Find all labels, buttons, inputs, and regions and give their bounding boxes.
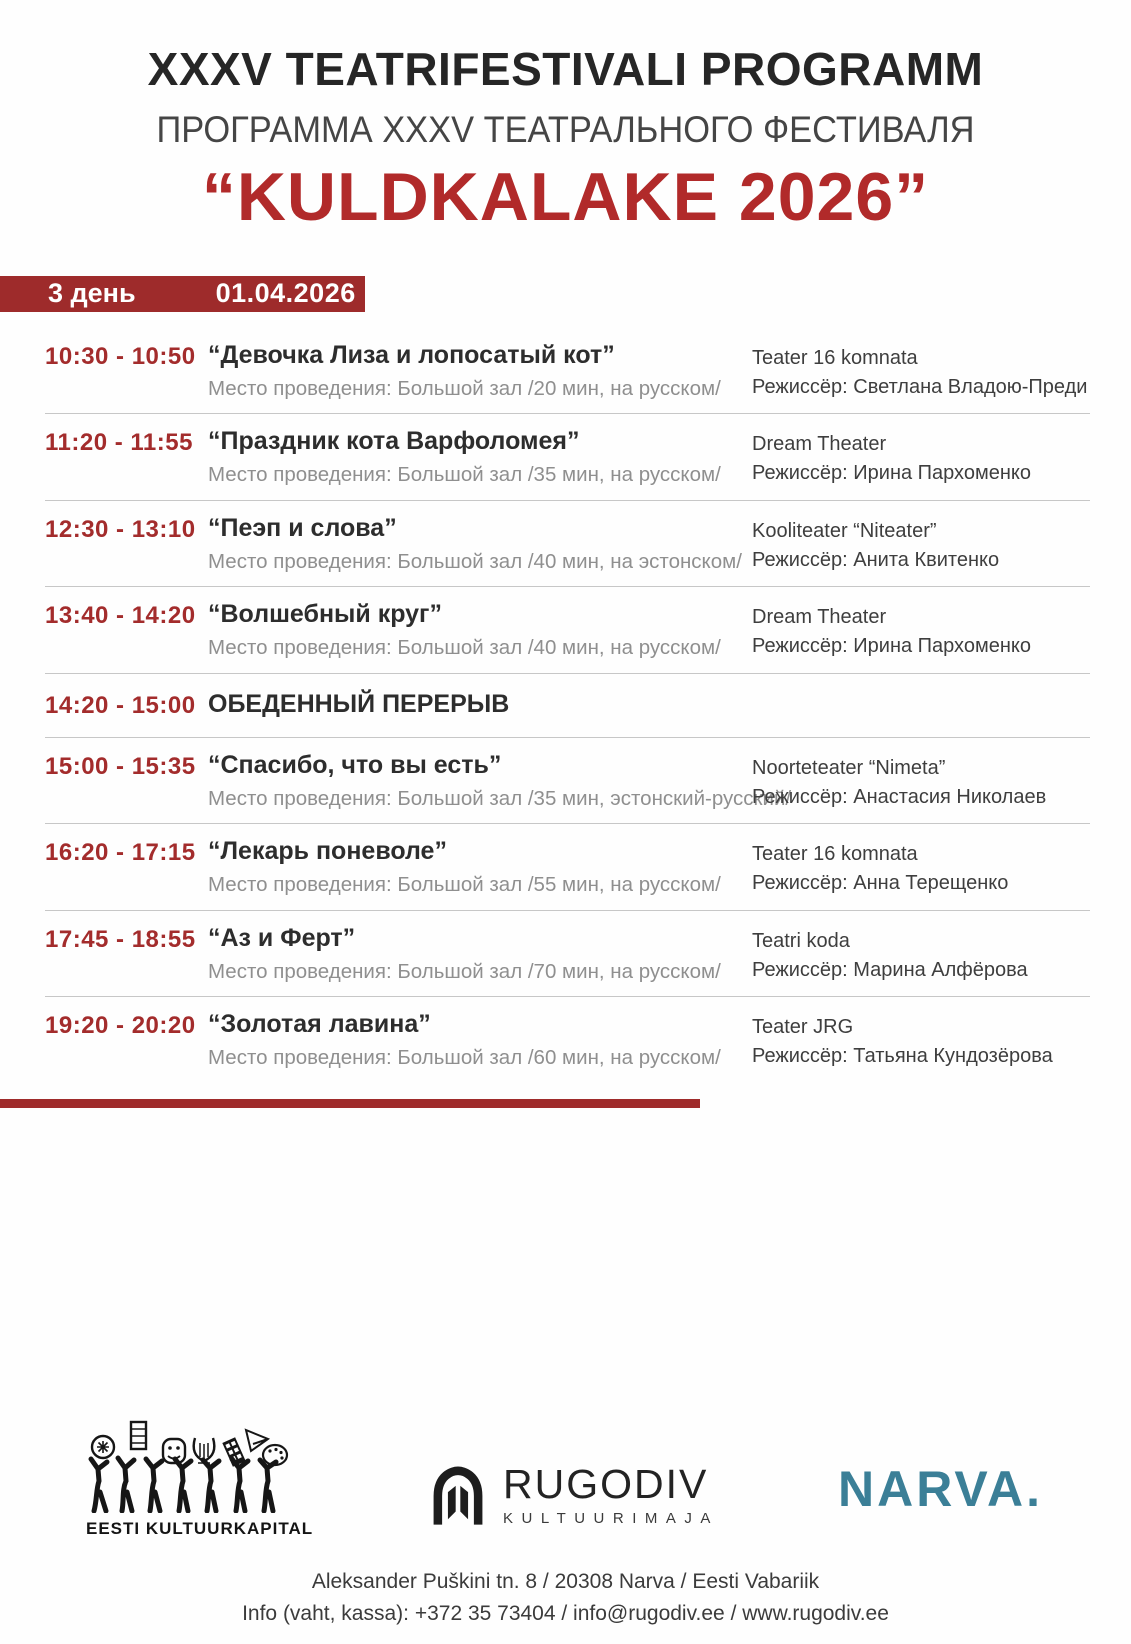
rugodiv-logo	[427, 1461, 719, 1527]
show-title: “Праздник кота Варфоломея”	[208, 427, 580, 456]
show-title: “Золотая лавина”	[208, 1010, 431, 1039]
eesti-kultuurkapital-logo	[86, 1418, 314, 1539]
director-line: Режиссёр: Анита Квитенко	[752, 548, 1000, 571]
schedule-row	[45, 501, 1090, 588]
director-line: Режиссёр: Марина Алфёрова	[752, 958, 1028, 981]
director-line: Режиссёр: Светлана Владою-Преди	[752, 375, 1088, 398]
theater-info	[752, 340, 1090, 399]
theater-name: Teater JRG	[752, 1016, 854, 1039]
rugodiv-wordmark	[503, 1461, 719, 1527]
theater-info	[752, 836, 1090, 895]
time-range: 12:30 - 13:10	[45, 515, 196, 543]
time-range: 16:20 - 17:15	[45, 839, 196, 867]
lunch-break-row	[45, 674, 1090, 738]
info-line: Info (vaht, kassa): +372 35 73404 / info@rugodiv.ee / www.rugodiv.ee	[242, 1601, 889, 1625]
theater-info	[752, 426, 1090, 485]
director-line: Режиссёр: Татьяна Кундозёрова	[752, 1045, 1053, 1068]
theater-info	[752, 513, 1090, 572]
venue-line: Место проведения: Большой зал /35 мин, на русском/	[208, 463, 721, 487]
show-title: “Пеэп и слова”	[208, 513, 397, 542]
show-info	[208, 750, 792, 811]
time-range: 11:20 - 11:55	[45, 429, 193, 457]
theater-name: Dream Theater	[752, 433, 887, 456]
theater-name: Teatri koda	[752, 929, 850, 952]
theater-name: Teater 16 komnata	[752, 346, 918, 369]
header	[0, 44, 1131, 234]
director-line: Режиссёр: Анна Терещенко	[752, 872, 1009, 895]
rugodiv-name: RUGODIV	[503, 1461, 709, 1507]
time-range: 19:20 - 20:20	[45, 1012, 196, 1040]
director-line: Режиссёр: Анастасия Николаев	[752, 785, 1047, 808]
time-range: 15:00 - 15:35	[45, 752, 196, 780]
show-title: “Лекарь поневоле”	[208, 837, 447, 866]
schedule-row	[45, 738, 1090, 825]
theater-info	[752, 923, 1090, 982]
show-info	[208, 340, 752, 401]
theater-info	[752, 1009, 1090, 1068]
venue-line: Место проведения: Большой зал /60 мин, на русском/	[208, 1046, 721, 1070]
theater-info	[752, 599, 1090, 658]
venue-line: Место проведения: Большой зал /40 мин, на русском/	[208, 636, 721, 660]
schedule-list	[45, 328, 1090, 1083]
theater-name: Dream Theater	[752, 606, 887, 629]
schedule-row	[45, 414, 1090, 501]
time-range: 14:20 - 15:00	[45, 691, 196, 719]
show-info	[208, 689, 1090, 719]
narva-logo: NARVA.	[838, 1461, 1044, 1517]
theater-info	[752, 750, 1090, 809]
rugodiv-subtitle: KULTUURIMAJA	[503, 1510, 719, 1527]
show-info	[208, 923, 752, 984]
schedule-row	[45, 824, 1090, 911]
footer-contact-block	[0, 1566, 1131, 1629]
day-date-banner	[0, 276, 365, 312]
festival-program-page	[0, 44, 1131, 1644]
director-line: Режиссёр: Ирина Пархоменко	[752, 462, 1031, 485]
dancing-figures-icon	[86, 1418, 290, 1513]
schedule-row	[45, 997, 1090, 1083]
venue-line: Место проведения: Большой зал /40 мин, на эстонском/	[208, 549, 742, 573]
theater-name: Teater 16 komnata	[752, 843, 918, 866]
show-info	[208, 513, 752, 574]
show-title: “Аз и Ферт”	[208, 923, 356, 952]
lunch-break-label: ОБЕДЕННЫЙ ПЕРЕРЫВ	[208, 689, 510, 718]
time-range: 13:40 - 14:20	[45, 602, 196, 630]
address-line: Aleksander Puškini tn. 8 / 20308 Narva / Eesti Vabariik	[311, 1570, 820, 1593]
show-info	[208, 836, 752, 897]
show-title: “Волшебный круг”	[208, 600, 442, 629]
eesti-kultuurkapital-label: EESTI KULTUURKAPITAL	[86, 1519, 314, 1538]
rugodiv-arch-icon	[427, 1465, 489, 1527]
show-info	[208, 1009, 752, 1070]
schedule-row	[45, 328, 1090, 415]
time-range: 17:45 - 18:55	[45, 925, 196, 953]
schedule-row	[45, 587, 1090, 674]
bottom-red-bar	[0, 1099, 700, 1108]
show-info	[208, 426, 752, 487]
venue-line: Место проведения: Большой зал /55 мин, на русском/	[208, 873, 721, 897]
director-line: Режиссёр: Ирина Пархоменко	[752, 635, 1031, 658]
show-title: “Девочка Лиза и лопосатый кот”	[208, 340, 615, 369]
festival-name-title: “KULDKALAKE 2026”	[201, 159, 930, 236]
time-range: 10:30 - 10:50	[45, 342, 196, 370]
day-label: 3 день	[48, 278, 136, 309]
venue-line: Место проведения: Большой зал /70 мин, на русском/	[208, 959, 721, 983]
show-title: “Спасибо, что вы есть”	[208, 750, 502, 779]
venue-line: Место проведения: Большой зал /20 мин, на русском/	[208, 376, 721, 400]
venue-line: Место проведения: Большой зал /35 мин, эстонский-русский/	[208, 786, 792, 810]
theater-name: Noorteteater “Nimeta”	[752, 756, 946, 779]
show-info	[208, 599, 752, 660]
date-label: 01.04.2026	[215, 278, 356, 309]
program-title-russian: ПРОГРАММА XXXV ТЕАТРАЛЬНОГО ФЕСТИВАЛЯ	[156, 108, 975, 150]
theater-name: Kooliteater “Niteater”	[752, 519, 937, 542]
schedule-row	[45, 911, 1090, 998]
program-title-estonian: XXXV TEATRIFESTIVALI PROGRAMM	[147, 43, 984, 95]
